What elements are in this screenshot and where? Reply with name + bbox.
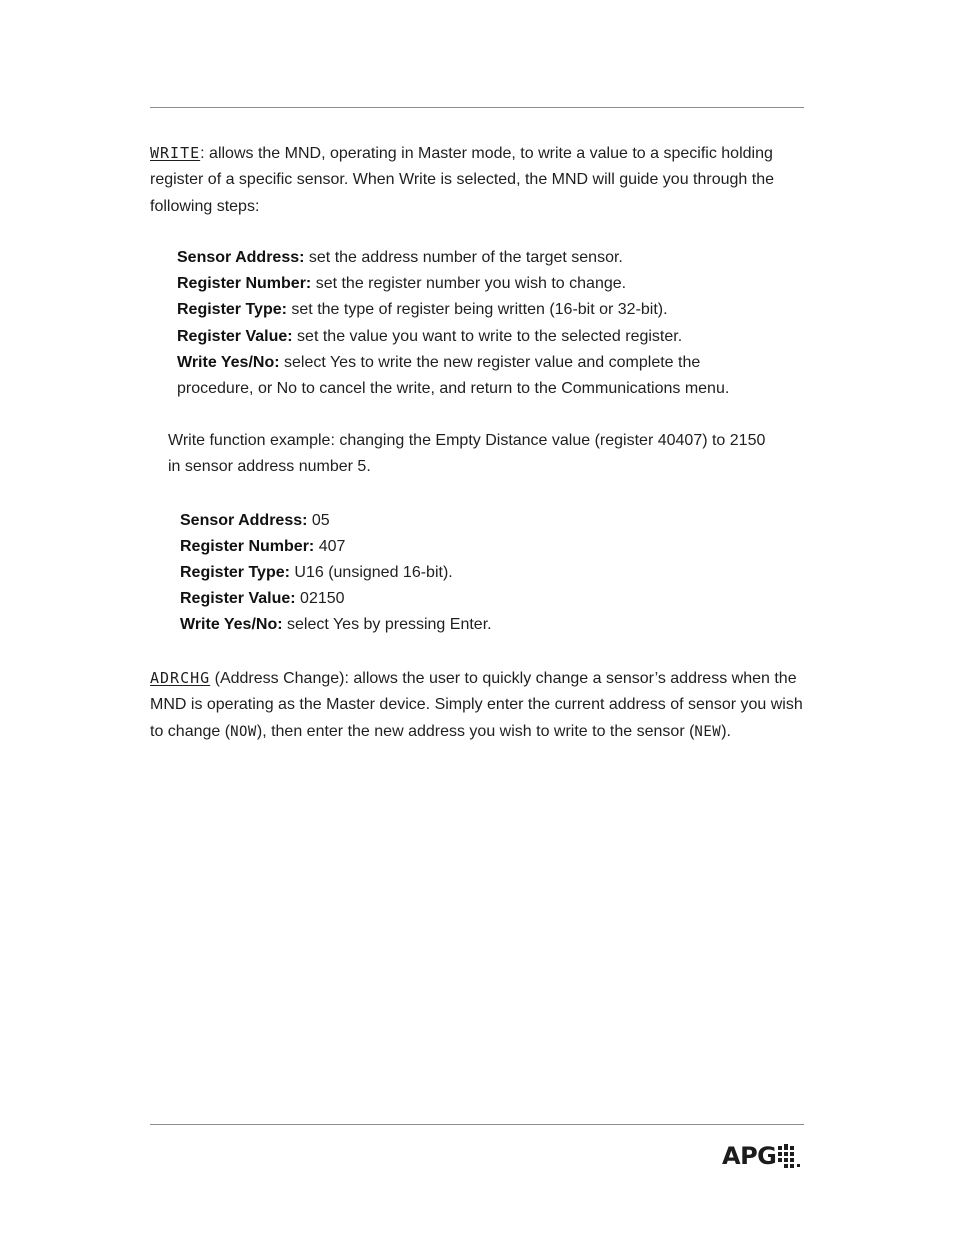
step-value: select Yes by pressing Enter. (282, 616, 492, 634)
list-item (180, 534, 780, 560)
now-keyword: NOW (230, 723, 257, 740)
step-label: Sensor Address: (180, 512, 308, 529)
step-text: set the type of register being written (16-bit or 32-bit). (286, 301, 668, 319)
step-text: set the address number of the target sensor. (304, 249, 623, 266)
example-note (168, 428, 808, 481)
adrchg-text-c: ). (721, 722, 731, 740)
header-rule (150, 107, 804, 108)
list-item (180, 586, 780, 612)
list-item (177, 297, 817, 323)
list-item (180, 560, 780, 586)
adrchg-text-b: ), then enter the new address you wish to write to the sensor ( (256, 722, 695, 740)
new-keyword: NEW (694, 723, 722, 740)
adrchg-description (150, 665, 810, 745)
list-item (177, 271, 817, 297)
write-steps-list (177, 245, 817, 402)
footer-rule (150, 1124, 804, 1125)
list-item (177, 350, 817, 376)
example-line-1: Write function example: changing the Empty Distance value (register 40407) to 2150 (168, 432, 766, 449)
logo-grid-icon (778, 1144, 804, 1168)
example-line-2: in sensor address number 5. (168, 458, 371, 476)
step-continuation: procedure, or No to cancel the write, and return to the Communications menu. (177, 380, 730, 398)
step-value: 407 (314, 538, 346, 556)
adrchg-text-a: (Address Change): allows the user to quickly change a sensor’s address when the MND is operating as the Master device. Simply enter the current address of sensor you wish to change ( (150, 670, 803, 740)
step-label: Register Type: (180, 564, 290, 582)
write-intro-text: : allows the MND, operating in Master mode, to write a value to a specific holding register of a specific sensor. When Write is selected, the MND will guide you through the following steps: (150, 145, 774, 215)
list-item (177, 245, 817, 271)
step-value: 02150 (295, 590, 345, 608)
step-label: Register Number: (177, 275, 312, 293)
list-item (177, 324, 817, 350)
step-text: set the register number you wish to change. (311, 275, 627, 293)
step-value: 05 (307, 512, 330, 529)
step-text: set the value you want to write to the selected register. (292, 327, 683, 345)
write-description (150, 140, 810, 220)
list-item (180, 508, 780, 534)
list-item (180, 612, 780, 638)
step-label: Write Yes/No: (180, 616, 283, 634)
step-label: Register Type: (177, 301, 287, 319)
step-text: select Yes to write the new register value and complete the (279, 353, 701, 371)
step-label: Write Yes/No: (177, 353, 280, 371)
logo-text: APG (722, 1142, 777, 1170)
adrchg-keyword: ADRCHG (150, 669, 211, 687)
example-steps-list (180, 508, 780, 638)
step-label: Register Number: (180, 538, 315, 556)
step-label: Register Value: (180, 590, 296, 608)
step-value: U16 (unsigned 16-bit). (289, 564, 453, 582)
apg-logo (722, 1142, 804, 1170)
step-label: Register Value: (177, 327, 293, 345)
step-label: Sensor Address: (177, 249, 305, 266)
write-keyword: WRITE (150, 144, 201, 162)
